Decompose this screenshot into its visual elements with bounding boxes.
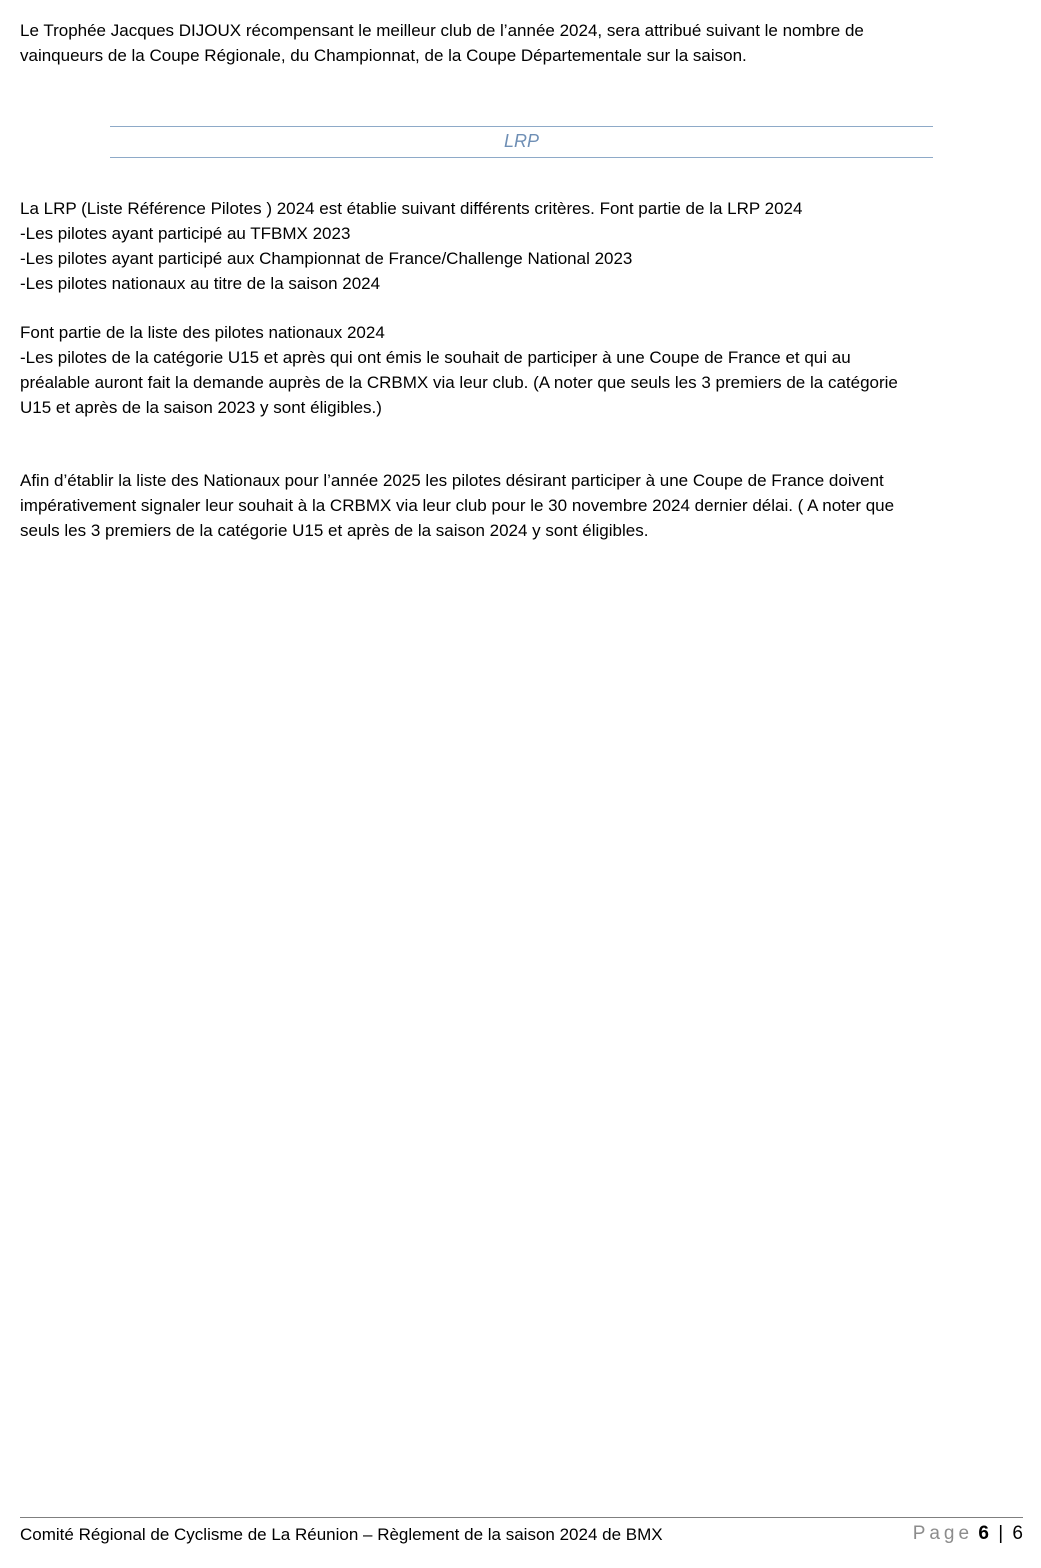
- intro-line-1: Le Trophée Jacques DIJOUX récompensant le meilleur club de l’année 2024, sera attribué suivant le nombre de: [20, 21, 864, 40]
- lrp-line-3: -Les pilotes ayant participé aux Championnat de France/Challenge National 2023: [20, 249, 633, 268]
- section-title: LRP: [503, 131, 539, 151]
- page-word: Page: [912, 1523, 974, 1544]
- nationaux-2025-line-2: impérativement signaler leur souhait à la CRBMX via leur club pour le 30 novembre 2024 dernier délai. ( A noter que: [20, 496, 895, 515]
- footer-title: Comité Régional de Cyclisme de La Réunion – Règlement de la saison 2024 de BMX: [20, 1525, 663, 1544]
- page-footer: [20, 1517, 1023, 1558]
- page-separator: |: [998, 1523, 1004, 1544]
- lrp-text: [20, 196, 1020, 296]
- nationaux-line-1: Font partie de la liste des pilotes nationaux 2024: [20, 323, 385, 342]
- nationaux-paragraph: [20, 320, 1020, 420]
- nationaux-line-4: U15 et après de la saison 2023 y sont éligibles.): [20, 398, 382, 417]
- intro-line-2: vainqueurs de la Coupe Régionale, du Championnat, de la Coupe Départementale sur la saison.: [20, 46, 747, 65]
- intro-text: [20, 18, 1020, 68]
- lrp-line-1: La LRP (Liste Référence Pilotes ) 2024 est établie suivant différents critères. Font partie de la LRP 2024: [20, 199, 803, 218]
- intro-paragraph: [20, 18, 1020, 68]
- page-number: 6: [978, 1523, 989, 1544]
- lrp-paragraph: [20, 196, 1020, 296]
- nationaux-2025-text: [20, 468, 1020, 543]
- nationaux-2025-paragraph: [20, 468, 1020, 543]
- nationaux-line-2: -Les pilotes de la catégorie U15 et après qui ont émis le souhait de participer à une Coupe de France et qui au: [20, 348, 851, 367]
- page-total: 6: [1012, 1523, 1023, 1544]
- nationaux-text: [20, 320, 1020, 420]
- nationaux-2025-line-3: seuls les 3 premiers de la catégorie U15 et après de la saison 2024 y sont éligibles.: [20, 521, 649, 540]
- page-indicator: [913, 1522, 1023, 1546]
- nationaux-2025-line-1: Afin d’établir la liste des Nationaux pour l’année 2025 les pilotes désirant participer à une Coupe de France doivent: [20, 471, 884, 490]
- section-heading-lrp: [110, 126, 933, 158]
- lrp-line-4: -Les pilotes nationaux au titre de la saison 2024: [20, 274, 381, 293]
- lrp-line-2: -Les pilotes ayant participé au TFBMX 2023: [20, 224, 351, 243]
- nationaux-line-3: préalable auront fait la demande auprès de la CRBMX via leur club. (A noter que seuls les 3 premiers de la catégorie: [20, 373, 898, 392]
